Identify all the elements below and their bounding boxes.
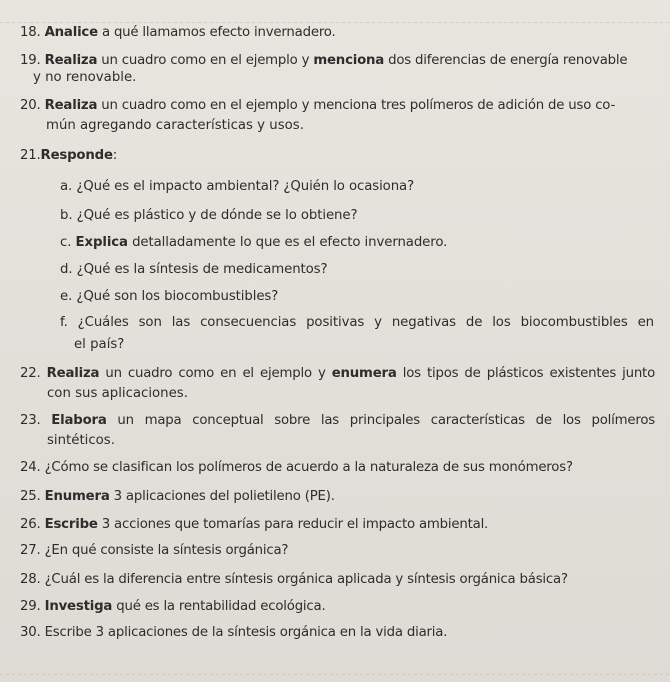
item-letter: b. (60, 208, 73, 223)
question-verb: Responde (40, 148, 113, 163)
question-verb: Investiga (44, 599, 113, 614)
item-letter: f. (60, 315, 68, 330)
question-text: : (112, 148, 118, 163)
question-27 (20, 542, 288, 559)
question-number: 25. (20, 489, 41, 504)
question-21 (20, 147, 117, 164)
question-number: 22. (20, 366, 41, 381)
question-number: 19. (20, 53, 41, 68)
question-21f-line2: el país? (74, 337, 125, 352)
question-23-line2: sintéticos. (47, 433, 115, 448)
question-number: 28. (20, 572, 41, 587)
item-letter: c. (60, 235, 72, 250)
question-number: 23. (20, 413, 41, 428)
question-text: ¿Cuál es la diferencia entre síntesis orgánica aplicada y síntesis orgánica básica? (44, 572, 568, 587)
item-text: ¿Cuáles son las consecuencias positivas y negativas de los biocombustibles en (77, 315, 654, 330)
question-20 (20, 97, 615, 114)
question-text: ¿Cómo se clasifican los polímeros de acuerdo a la naturaleza de sus monómeros? (44, 460, 573, 475)
question-text: 3 aplicaciones del polietileno (PE). (109, 489, 335, 504)
question-verb: Realiza (44, 53, 98, 68)
question-verb-2: menciona (313, 53, 385, 68)
top-rule (0, 22, 670, 23)
question-text: un cuadro como en el ejemplo y (97, 53, 314, 68)
item-letter: a. (60, 179, 73, 194)
question-21e (60, 288, 278, 305)
question-verb: Elabora (51, 413, 107, 428)
item-text: detalladamente lo que es el efecto invernadero. (127, 235, 448, 250)
question-19 (20, 52, 627, 69)
item-text: ¿Qué es la síntesis de medicamentos? (76, 262, 328, 277)
question-verb: Enumera (44, 489, 110, 504)
question-verb-2: enumera (331, 366, 397, 381)
question-text: un cuadro como en el ejemplo y (99, 366, 332, 381)
question-number: 26. (20, 517, 41, 532)
question-28 (20, 571, 568, 588)
question-text-2: dos diferencias de energía renovable (384, 53, 628, 68)
item-text: ¿Qué es el impacto ambiental? ¿Quién lo ocasiona? (76, 179, 415, 194)
question-21d (60, 261, 327, 278)
question-25 (20, 488, 335, 505)
question-22-line2: con sus aplicaciones. (47, 386, 188, 401)
question-text: 3 acciones que tomarías para reducir el impacto ambiental. (97, 517, 489, 532)
item-text: ¿Qué es plástico y de dónde se lo obtiene? (76, 208, 358, 223)
item-text: ¿Qué son los biocombustibles? (76, 289, 279, 304)
question-verb: Realiza (46, 366, 100, 381)
question-30 (20, 624, 447, 641)
question-text: un cuadro como en el ejemplo y menciona tres polímeros de adición de uso co- (97, 98, 616, 113)
question-21a (60, 178, 414, 195)
question-text: qué es la rentabilidad ecológica. (112, 599, 326, 614)
question-text: Escribe 3 aplicaciones de la síntesis orgánica en la vida diaria. (44, 625, 448, 640)
question-text: a qué llamamos efecto invernadero. (97, 25, 336, 40)
question-20-line2: mún agregando características y usos. (46, 118, 304, 133)
question-text: un mapa conceptual sobre las principales características de los polímeros (106, 413, 655, 428)
question-number: 27. (20, 543, 41, 558)
item-verb: Explica (75, 235, 128, 250)
question-24 (20, 459, 573, 476)
question-text: ¿En qué consiste la síntesis orgánica? (44, 543, 289, 558)
question-number: 30. (20, 625, 41, 640)
question-22 (20, 365, 655, 382)
question-21f (60, 314, 654, 331)
question-29 (20, 598, 326, 615)
question-number: 29. (20, 599, 41, 614)
question-verb: Realiza (44, 98, 98, 113)
question-23 (20, 412, 655, 429)
question-19-line2: y no renovable. (33, 70, 137, 85)
question-text-2: los tipos de plásticos existentes junto (396, 366, 656, 381)
item-letter: e. (60, 289, 73, 304)
question-26 (20, 516, 488, 533)
question-verb: Escribe (44, 517, 98, 532)
item-letter: d. (60, 262, 73, 277)
question-number: 20. (20, 98, 41, 113)
bottom-rule (0, 674, 670, 675)
question-number: 24. (20, 460, 41, 475)
question-18 (20, 24, 336, 41)
question-number: 18. (20, 25, 41, 40)
question-21c (60, 234, 447, 251)
question-21b (60, 207, 357, 224)
question-number: 21. (20, 148, 41, 163)
question-verb: Analice (44, 25, 98, 40)
